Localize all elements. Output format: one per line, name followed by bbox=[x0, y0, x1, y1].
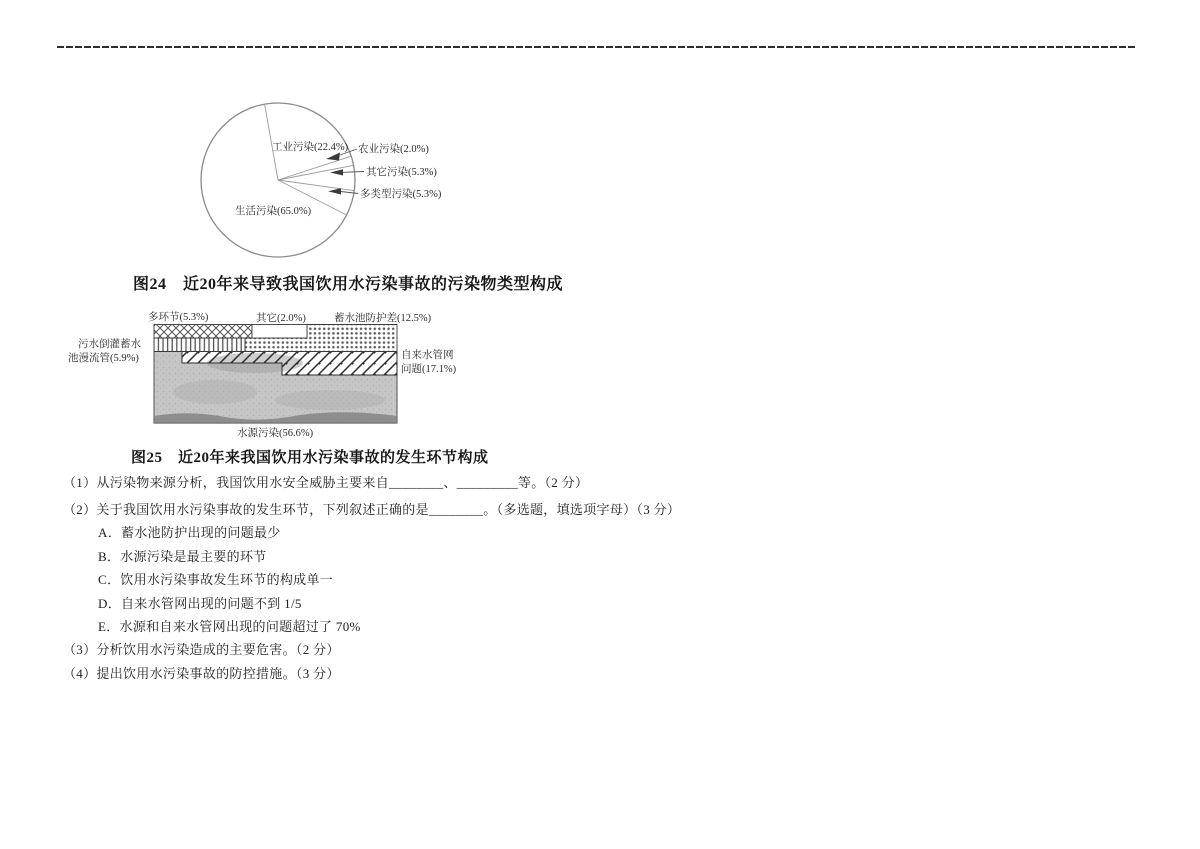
pie-label-multi: 多类型污染(5.3%) bbox=[360, 189, 442, 200]
arrow-icon bbox=[328, 188, 341, 194]
bar-label-backflow-line2: 池漫流管(5.9%) bbox=[68, 353, 139, 364]
option-b: B．水源污染是最主要的环节 bbox=[98, 549, 267, 564]
bar-label-reservoir: 蓄水池防护差(12.5%) bbox=[334, 313, 432, 324]
arrow-icon bbox=[326, 153, 340, 161]
composition-chart-fig25 bbox=[62, 306, 467, 443]
option-d: D．自来水管网出现的问题不到 1/5 bbox=[98, 596, 302, 611]
bar-label-other: 其它(2.0%) bbox=[256, 313, 306, 324]
bar-label-water-source: 水源污染(56.6%) bbox=[237, 428, 314, 439]
arrow-icon bbox=[330, 169, 343, 175]
pie-chart-fig24 bbox=[195, 98, 445, 263]
bar-label-pipeline-line1: 自来水管网 bbox=[401, 350, 454, 361]
segment-multilink bbox=[154, 325, 252, 339]
pie-label-domestic: 生活污染(65.0%) bbox=[235, 206, 312, 217]
question-3: （3）分析饮用水污染造成的主要危害。（2 分） bbox=[63, 642, 340, 657]
option-c: C．饮用水污染事故发生环节的构成单一 bbox=[98, 572, 334, 587]
question-4: （4）提出饮用水污染事故的防控措施。（3 分） bbox=[63, 666, 340, 681]
fig25-caption: 图25 近20年来我国饮用水污染事故的发生环节构成 bbox=[131, 450, 489, 466]
bar-label-pipeline-line2: 问题(17.1%) bbox=[401, 364, 457, 375]
bar-label-backflow-line1: 污水倒灌蓄水 bbox=[78, 339, 141, 350]
question-1: （1）从污染物来源分析，我国饮用水安全威胁主要来自________、_________等。（2 分） bbox=[63, 475, 589, 490]
option-a: A．蓄水池防护出现的问题最少 bbox=[98, 525, 281, 540]
question-2: （2）关于我国饮用水污染事故的发生环节，下列叙述正确的是________。（多选题，填选项字母）（3 分） bbox=[63, 502, 681, 517]
option-e: E．水源和自来水管网出现的问题超过了 70% bbox=[98, 619, 361, 634]
fig24-caption: 图24 近20年来导致我国饮用水污染事故的污染物类型构成 bbox=[133, 276, 564, 293]
segment-sewage-backflow bbox=[154, 338, 245, 352]
pie-label-other: 其它污染(5.3%) bbox=[366, 167, 437, 178]
top-divider-line bbox=[57, 46, 1136, 48]
pie-slice-boundaries bbox=[265, 104, 355, 215]
bar-label-multilink: 多环节(5.3%) bbox=[148, 312, 209, 323]
segment-other bbox=[252, 325, 307, 339]
pie-label-industrial: 工业污染(22.4%) bbox=[272, 142, 349, 153]
pie-label-agricultural: 农业污染(2.0%) bbox=[358, 144, 429, 155]
